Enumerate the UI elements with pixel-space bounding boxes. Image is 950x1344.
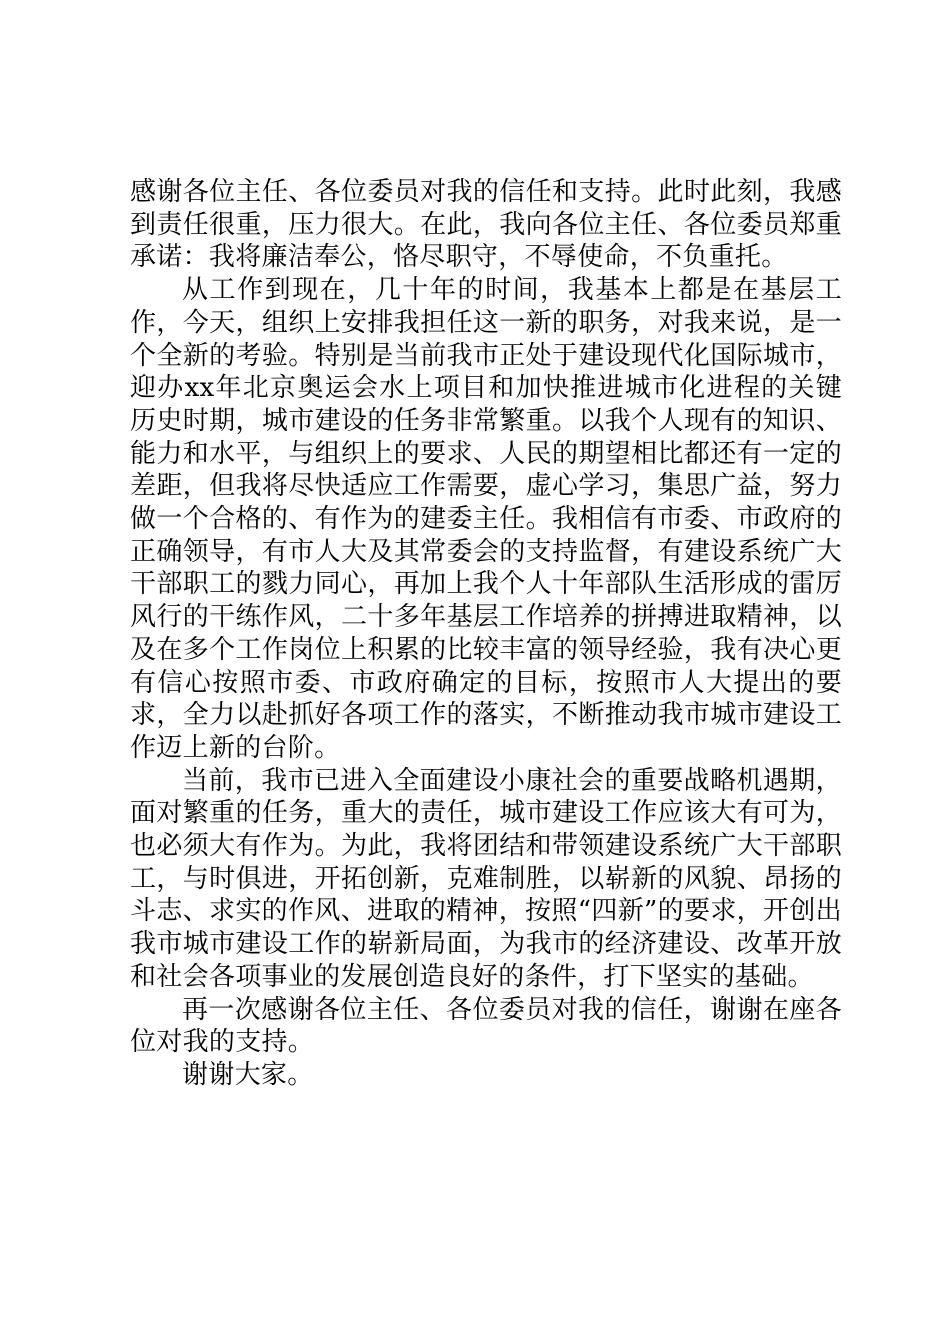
paragraph-3: 当前，我市已进入全面建设小康社会的重要战略机遇期，面对繁重的任务，重大的责任，城市建设工作应该大有可为，也必须大有作为。为此，我将团结和带领建设系统广大干部职工，与时俱进，开拓创新，克难制胜，以崭新的风貌、昂扬的斗志、求实的作风、进取的精神，按照“四新”的要求，开创出我市城市建设工作的崭新局面，为我市的经济建设、改革开放和社会各项事业的发展创造良好的条件，打下坚实的基础。 — [130, 765, 842, 992]
paragraph-1: 感谢各位主任、各位委员对我的信任和支持。此时此刻，我感到责任很重，压力很大。在此，我向各位主任、各位委员郑重承诺：我将廉洁奉公，恪尽职守，不辱使命，不负重托。 — [130, 177, 842, 273]
document-body — [130, 176, 842, 1092]
paragraph-2: 从工作到现在，几十年的时间，我基本上都是在基层工作，今天，组织上安排我担任这一新的职务，对我来说，是一个全新的考验。特别是当前我市正处于建设现代化国际城市，迎办xx年北京奥运会水上项目和加快推进城市化进程的关键历史时期，城市建设的任务非常繁重。以我个人现有的知识、能力和水平，与组织上的要求、人民的期望相比都还有一定的差距，但我将尽快适应工作需要，虚心学习，集思广益，努力做一个合格的、有作为的建委主任。我相信有市委、市政府的正确领导，有市人大及其常委会的支持监督，有建设系统广大干部职工的戮力同心，再加上我个人十年部队生活形成的雷厉风行的干练作风，二十多年基层工作培养的拼搏进取精神，以及在多个工作岗位上积累的比较丰富的领导经验，我有决心更有信心按照市委、市政府确定的目标，按照市人大提出的要求，全力以赴抓好各项工作的落实，不断推动我市城市建设工作迈上新的台阶。 — [130, 275, 842, 763]
paragraph-4: 再一次感谢各位主任、各位委员对我的信任，谢谢在座各位对我的支持。 — [130, 994, 842, 1058]
paragraph-5: 谢谢大家。 — [182, 1059, 314, 1090]
